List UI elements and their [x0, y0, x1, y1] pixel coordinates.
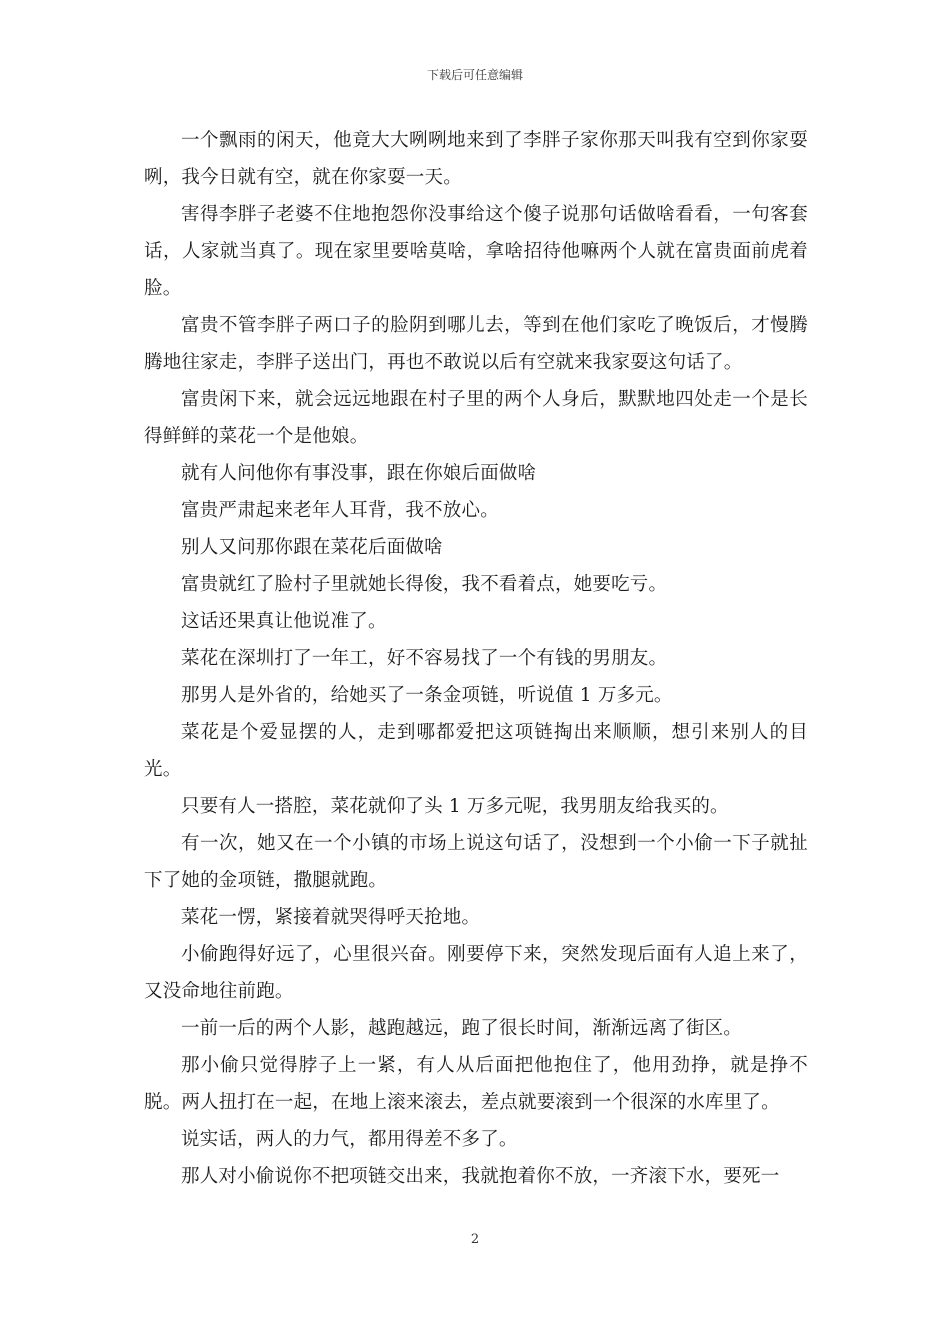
paragraph: 菜花是个爱显摆的人，走到哪都爱把这项链掏出来顺顺，想引来别人的目光。 [144, 722, 808, 780]
paragraph: 就有人问他你有事没事，跟在你娘后面做啥 [181, 463, 537, 484]
paragraph: 说实话，两人的力气，都用得差不多了。 [181, 1129, 518, 1150]
paragraph: 只要有人一搭腔，菜花就仰了头 1 万多元呢，我男朋友给我买的。 [181, 796, 729, 817]
paragraph: 小偷跑得好远了，心里很兴奋。刚要停下来，突然发现后面有人追上来了，又没命地往前跑。 [144, 944, 808, 1002]
paragraph: 富贵不管李胖子两口子的脸阴到哪儿去，等到在他们家吃了晚饭后，才慢腾腾地往家走，李胖子送出门，再也不敢说以后有空就来我家耍这句话了。 [144, 315, 808, 373]
document-body [144, 122, 808, 1195]
paragraph: 那小偷只觉得脖子上一紧，有人从后面把他抱住了，他用劲挣，就是挣不脱。两人扭打在一起，在地上滚来滚去，差点就要滚到一个很深的水库里了。 [144, 1055, 808, 1113]
paragraph: 菜花一愣，紧接着就哭得呼天抢地。 [181, 907, 481, 928]
paragraph: 害得李胖子老婆不住地抱怨你没事给这个傻子说那句话做啥看看，一句客套话，人家就当真了。现在家里要啥莫啥，拿啥招待他嘛两个人就在富贵面前虎着脸。 [144, 204, 808, 299]
paragraph: 富贵闲下来，就会远远地跟在村子里的两个人身后，默默地四处走一个是长得鲜鲜的菜花一个是他娘。 [144, 389, 808, 447]
paragraph: 富贵就红了脸村子里就她长得俊，我不看着点，她要吃亏。 [181, 574, 668, 595]
paragraph: 那男人是外省的，给她买了一条金项链，听说值 1 万多元。 [181, 685, 673, 706]
paragraph: 一个飘雨的闲天，他竟大大咧咧地来到了李胖子家你那天叫我有空到你家耍咧，我今日就有空，就在你家耍一天。 [144, 130, 808, 188]
paragraph: 一前一后的两个人影，越跑越远，跑了很长时间，渐渐远离了街区。 [181, 1018, 743, 1039]
paragraph: 富贵严肃起来老年人耳背，我不放心。 [181, 500, 499, 521]
page-number: 2 [470, 1232, 480, 1247]
page-header: 下载后可任意编辑 [426, 68, 523, 82]
paragraph: 别人又问那你跟在菜花后面做啥 [181, 537, 443, 558]
paragraph: 这话还果真让他说准了。 [181, 611, 387, 632]
paragraph: 那人对小偷说你不把项链交出来，我就抱着你不放，一齐滚下水，要死一 [181, 1166, 780, 1187]
paragraph: 有一次，她又在一个小镇的市场上说这句话了，没想到一个小偷一下子就扯下了她的金项链，撒腿就跑。 [144, 833, 808, 891]
paragraph: 菜花在深圳打了一年工，好不容易找了一个有钱的男朋友。 [181, 648, 668, 669]
